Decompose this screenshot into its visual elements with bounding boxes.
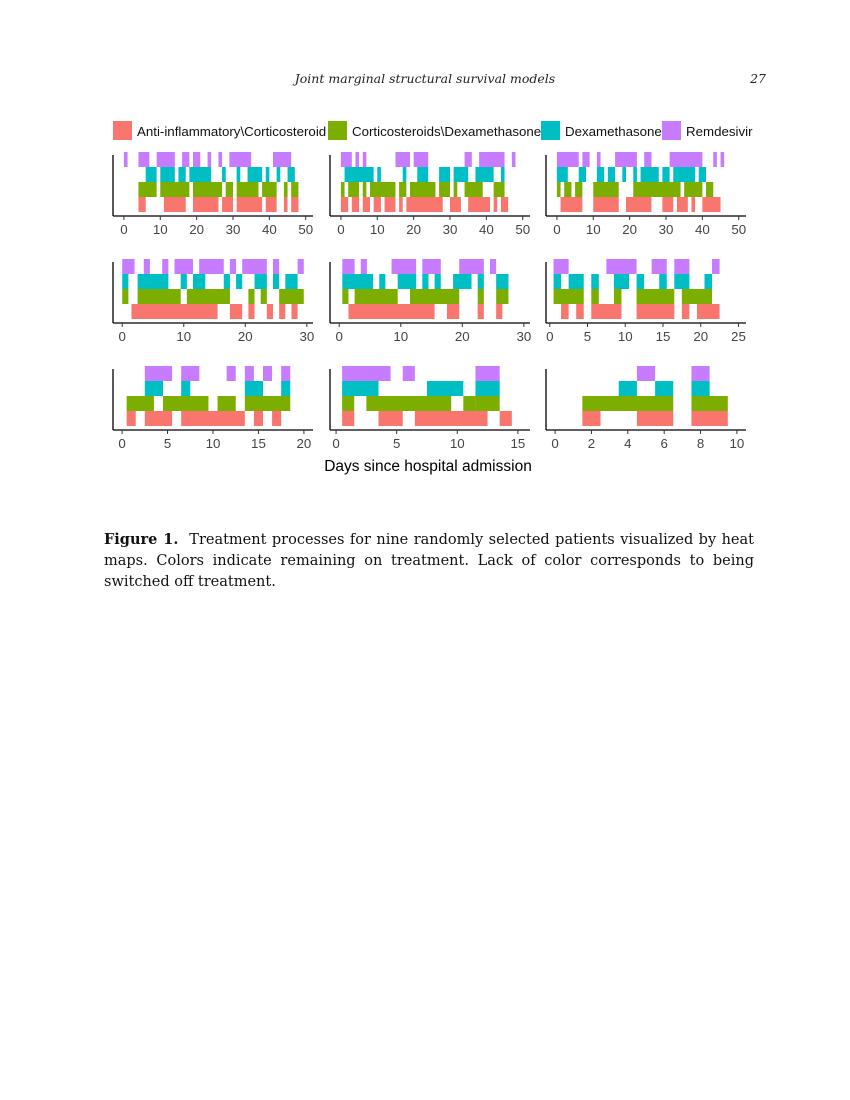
panel-1-bar-corticosteroids-dexamethasone (193, 182, 222, 197)
panel-1-bar-corticosteroids-dexamethasone (237, 182, 259, 197)
panel-1-bar-corticosteroids-dexamethasone (284, 182, 288, 197)
panel-1-bar-remdesivir (208, 152, 212, 167)
panel-2-bar-corticosteroids-dexamethasone (399, 182, 406, 197)
panel-5-bar-corticosteroids-dexamethasone (478, 289, 484, 304)
panel-4-bar-dexamethasone (236, 274, 242, 289)
panel-7-bar-remdesivir (281, 366, 290, 381)
panel-3-bar-corticosteroids-dexamethasone (575, 182, 582, 197)
panel-1-bar-dexamethasone (248, 167, 263, 182)
panel-3-bar-anti-inflammatory-corticosteroid (626, 197, 651, 212)
panel-6-tick-label: 0 (546, 329, 554, 344)
panel-9-tick-label: 2 (587, 436, 596, 451)
panel-1-bar-remdesivir (182, 152, 189, 167)
panel-1-bar-corticosteroids-dexamethasone (262, 182, 277, 197)
panel-4-bar-remdesivir (199, 259, 224, 274)
panel-1-bar-dexamethasone (178, 167, 185, 182)
panel-1-bar-dexamethasone (277, 167, 281, 182)
panel-6-tick-label: 15 (655, 329, 671, 344)
panel-3-tick-label: 30 (658, 222, 674, 237)
panel-1-tick-label: 10 (152, 222, 168, 237)
panel-1-bar-remdesivir (138, 152, 149, 167)
panel-7-bar-dexamethasone (245, 381, 263, 396)
panel-7-bar-anti-inflammatory-corticosteroid (127, 411, 136, 426)
panel-2-bar-dexamethasone (345, 167, 374, 182)
panel-4-bar-dexamethasone (255, 274, 267, 289)
panel-3-bar-dexamethasone (608, 167, 615, 182)
panel-6-bar-dexamethasone (569, 274, 584, 289)
panel-5-bar-dexamethasone (379, 274, 385, 289)
panel-4-bar-dexamethasone (273, 274, 279, 289)
panel-3-bar-corticosteroids-dexamethasone (706, 182, 713, 197)
panel-3-bar-dexamethasone (622, 167, 626, 182)
panel-8-bar-remdesivir (342, 366, 390, 381)
panel-3-bar-remdesivir (713, 152, 717, 167)
panel-8-tick-label: 10 (449, 436, 465, 451)
panel-4-bar-anti-inflammatory-corticosteroid (131, 304, 217, 319)
panel-3-bar-remdesivir (670, 152, 703, 167)
panel-7-bar-remdesivir (227, 366, 236, 381)
panel-1-bar-anti-inflammatory-corticosteroid (291, 197, 298, 212)
panel-2-bar-remdesivir (363, 152, 367, 167)
panel-1-bar-remdesivir (157, 152, 175, 167)
panel-5-bar-remdesivir (392, 259, 417, 274)
panel-3-bar-anti-inflammatory-corticosteroid (677, 197, 688, 212)
panel-5-bar-dexamethasone (478, 274, 484, 289)
panel-5-bar-corticosteroids-dexamethasone (355, 289, 398, 304)
panel-1-bar-anti-inflammatory-corticosteroid (193, 197, 218, 212)
panel-3-bar-anti-inflammatory-corticosteroid (691, 197, 695, 212)
panel-1-bar-dexamethasone (189, 167, 211, 182)
panel-1-bar-remdesivir (193, 152, 200, 167)
panel-1-bar-remdesivir (229, 152, 251, 167)
panel-6-bar-dexamethasone (554, 274, 562, 289)
panel-1-bar-corticosteroids-dexamethasone (160, 182, 189, 197)
panel-6-bar-dexamethasone (591, 274, 599, 289)
panel-6-bar-corticosteroids-dexamethasone (614, 289, 622, 304)
panel-9-tick-label: 0 (551, 436, 559, 451)
panel-7-bar-corticosteroids-dexamethasone (245, 396, 290, 411)
panel-7-bar-anti-inflammatory-corticosteroid (145, 411, 172, 426)
legend-label-anti-inflammatory-corticosteroid: Anti-inflammatory\Corticosteroid (137, 124, 327, 139)
panel-2-bar-remdesivir (479, 152, 504, 167)
panel-1-bar-anti-inflammatory-corticosteroid (222, 197, 233, 212)
panel-2-bar-anti-inflammatory-corticosteroid (363, 197, 370, 212)
panel-6-bar-anti-inflammatory-corticosteroid (591, 304, 621, 319)
panel-3-bar-remdesivir (597, 152, 601, 167)
panel-3-tick-label: 10 (585, 222, 601, 237)
panel-5-bar-dexamethasone (398, 274, 416, 289)
legend-swatch-dexamethasone (541, 121, 560, 140)
panel-7-bar-anti-inflammatory-corticosteroid (254, 411, 263, 426)
panel-6-bar-remdesivir (674, 259, 689, 274)
panel-5-tick-label: 20 (454, 329, 470, 344)
panel-4-bar-corticosteroids-dexamethasone (279, 289, 304, 304)
panel-2-bar-anti-inflammatory-corticosteroid (374, 197, 381, 212)
panel-1-bar-corticosteroids-dexamethasone (291, 182, 298, 197)
panel-1-bar-dexamethasone (160, 167, 175, 182)
panel-4-bar-corticosteroids-dexamethasone (122, 289, 128, 304)
panel-9-bar-corticosteroids-dexamethasone (691, 396, 727, 411)
panel-2-bar-remdesivir (395, 152, 410, 167)
panel-8-bar-remdesivir (403, 366, 415, 381)
panel-4-bar-remdesivir (175, 259, 193, 274)
running-title: Joint marginal structural survival models (294, 71, 556, 86)
panel-7-bar-remdesivir (263, 366, 272, 381)
panel-9-bar-dexamethasone (655, 381, 673, 396)
panel-4-tick-label: 10 (176, 329, 192, 344)
panel-2-bar-anti-inflammatory-corticosteroid (406, 197, 442, 212)
panel-9-bar-corticosteroids-dexamethasone (582, 396, 673, 411)
panel-4-bar-remdesivir (242, 259, 267, 274)
panel-8-tick-label: 15 (510, 436, 526, 451)
figure-label: Figure 1. (104, 531, 179, 548)
panel-2-bar-dexamethasone (454, 167, 469, 182)
panel-7-bar-remdesivir (181, 366, 199, 381)
panel-2-bar-dexamethasone (501, 167, 505, 182)
panel-2-bar-anti-inflammatory-corticosteroid (341, 197, 348, 212)
panel-4-bar-corticosteroids-dexamethasone (187, 289, 230, 304)
panel-4-bar-corticosteroids-dexamethasone (138, 289, 181, 304)
panel-1-bar-dexamethasone (288, 167, 295, 182)
panel-8-tick-label: 5 (392, 436, 401, 451)
panel-2-bar-remdesivir (355, 152, 359, 167)
panel-1-tick-label: 30 (225, 222, 241, 237)
panel-8-bar-corticosteroids-dexamethasone (463, 396, 475, 411)
panel-5-bar-dexamethasone (496, 274, 508, 289)
panel-7-tick-label: 0 (118, 436, 126, 451)
panel-6-bar-anti-inflammatory-corticosteroid (576, 304, 584, 319)
panel-7-tick-label: 15 (251, 436, 266, 451)
panel-3-bar-corticosteroids-dexamethasone (633, 182, 680, 197)
panel-5-bar-remdesivir (342, 259, 354, 274)
panel-4-bar-dexamethasone (193, 274, 205, 289)
panel-1-tick-label: 40 (261, 222, 277, 237)
panel-2-tick-label: 50 (515, 222, 531, 237)
panel-6-bar-anti-inflammatory-corticosteroid (637, 304, 675, 319)
panel-1-tick-label: 50 (298, 222, 314, 237)
panel-8-bar-corticosteroids-dexamethasone (342, 396, 354, 411)
panel-2-bar-dexamethasone (377, 167, 381, 182)
panel-5-bar-anti-inflammatory-corticosteroid (447, 304, 459, 319)
panel-3-bar-dexamethasone (662, 167, 669, 182)
panel-3-bar-dexamethasone (579, 167, 586, 182)
panel-6-tick-label: 10 (617, 329, 633, 344)
panel-1-bar-dexamethasone (237, 167, 241, 182)
panel-1-bar-anti-inflammatory-corticosteroid (164, 197, 186, 212)
panel-8-bar-dexamethasone (427, 381, 463, 396)
panel-5-bar-remdesivir (361, 259, 367, 274)
panel-2-bar-anti-inflammatory-corticosteroid (501, 197, 508, 212)
panel-2-bar-corticosteroids-dexamethasone (454, 182, 458, 197)
panel-3-bar-anti-inflammatory-corticosteroid (702, 197, 720, 212)
panel-3-bar-remdesivir (557, 152, 579, 167)
panel-4-bar-remdesivir (298, 259, 304, 274)
panel-3-bar-corticosteroids-dexamethasone (557, 182, 561, 197)
panel-2-bar-anti-inflammatory-corticosteroid (494, 197, 498, 212)
panel-2-bar-corticosteroids-dexamethasone (363, 182, 367, 197)
panel-4-bar-anti-inflammatory-corticosteroid (291, 304, 297, 319)
panel-2-bar-corticosteroids-dexamethasone (341, 182, 345, 197)
panel-1-tick-label: 20 (189, 222, 205, 237)
panel-7-bar-anti-inflammatory-corticosteroid (272, 411, 281, 426)
panel-9-bar-anti-inflammatory-corticosteroid (691, 411, 727, 426)
panel-9-bar-anti-inflammatory-corticosteroid (637, 411, 673, 426)
panel-3-bar-dexamethasone (699, 167, 706, 182)
panel-2-bar-dexamethasone (439, 167, 450, 182)
panel-3-tick-label: 50 (731, 222, 747, 237)
panel-1-bar-remdesivir (124, 152, 128, 167)
panel-7-bar-remdesivir (245, 366, 254, 381)
panel-4-bar-anti-inflammatory-corticosteroid (267, 304, 273, 319)
panel-6-bar-remdesivir (652, 259, 667, 274)
panel-6-bar-corticosteroids-dexamethasone (682, 289, 712, 304)
panel-3-tick-label: 40 (694, 222, 710, 237)
panel-6-bar-remdesivir (712, 259, 720, 274)
panel-6-bar-remdesivir (606, 259, 636, 274)
panel-4-bar-corticosteroids-dexamethasone (261, 289, 267, 304)
panel-7-bar-remdesivir (145, 366, 172, 381)
panel-5-bar-corticosteroids-dexamethasone (496, 289, 508, 304)
panel-5-bar-remdesivir (422, 259, 440, 274)
panel-1-bar-dexamethasone (266, 167, 270, 182)
panel-3-tick-label: 0 (553, 222, 561, 237)
panel-1-bar-remdesivir (273, 152, 291, 167)
panel-7-bar-dexamethasone (145, 381, 163, 396)
panel-2-bar-anti-inflammatory-corticosteroid (385, 197, 396, 212)
panel-5-bar-anti-inflammatory-corticosteroid (348, 304, 434, 319)
panel-4-bar-remdesivir (122, 259, 134, 274)
panel-3-bar-dexamethasone (673, 167, 695, 182)
panel-2-bar-dexamethasone (403, 167, 407, 182)
panel-7-bar-dexamethasone (281, 381, 290, 396)
panel-9-tick-label: 4 (624, 436, 632, 451)
panel-4-bar-corticosteroids-dexamethasone (248, 289, 254, 304)
panel-4-tick-label: 20 (237, 329, 253, 344)
panel-4-bar-remdesivir (230, 259, 236, 274)
panel-5-bar-dexamethasone (342, 274, 373, 289)
panel-6-bar-dexamethasone (659, 274, 667, 289)
panel-4-bar-dexamethasone (224, 274, 230, 289)
panel-3-bar-dexamethasone (557, 167, 568, 182)
panel-9-tick-label: 10 (729, 436, 745, 451)
panel-3-bar-dexamethasone (633, 167, 637, 182)
legend-swatch-corticosteroids-dexamethasone (328, 121, 347, 140)
panel-4-bar-anti-inflammatory-corticosteroid (248, 304, 254, 319)
panel-2-bar-anti-inflammatory-corticosteroid (450, 197, 461, 212)
panel-7-tick-label: 5 (163, 436, 172, 451)
panel-2-bar-corticosteroids-dexamethasone (410, 182, 435, 197)
panel-6-bar-dexamethasone (614, 274, 629, 289)
panel-4-bar-remdesivir (144, 259, 150, 274)
legend-swatch-anti-inflammatory-corticosteroid (113, 121, 132, 140)
panel-3-bar-remdesivir (582, 152, 589, 167)
panel-3-bar-dexamethasone (641, 167, 659, 182)
panel-5-bar-dexamethasone (422, 274, 428, 289)
panel-2-bar-anti-inflammatory-corticosteroid (468, 197, 490, 212)
panel-8-tick-label: 0 (332, 436, 340, 451)
panel-6-bar-corticosteroids-dexamethasone (554, 289, 584, 304)
legend-label-corticosteroids-dexamethasone: Corticosteroids\Dexamethasone (352, 124, 542, 139)
panel-2-tick-label: 20 (406, 222, 422, 237)
panel-5-bar-remdesivir (459, 259, 484, 274)
panel-8-bar-corticosteroids-dexamethasone (475, 396, 499, 411)
panel-7-bar-corticosteroids-dexamethasone (218, 396, 236, 411)
panel-5-bar-corticosteroids-dexamethasone (410, 289, 459, 304)
panel-3-bar-anti-inflammatory-corticosteroid (593, 197, 618, 212)
panel-4-bar-dexamethasone (181, 274, 187, 289)
panel-9-bar-dexamethasone (619, 381, 637, 396)
panel-1-bar-dexamethasone (222, 167, 226, 182)
panel-4-bar-dexamethasone (138, 274, 169, 289)
panel-7-bar-anti-inflammatory-corticosteroid (181, 411, 245, 426)
panel-4-bar-remdesivir (162, 259, 168, 274)
panel-4-bar-dexamethasone (285, 274, 297, 289)
panel-8-bar-dexamethasone (342, 381, 378, 396)
panel-2-bar-anti-inflammatory-corticosteroid (399, 197, 403, 212)
panel-2-bar-anti-inflammatory-corticosteroid (352, 197, 359, 212)
panel-5-bar-anti-inflammatory-corticosteroid (496, 304, 502, 319)
panel-5-bar-dexamethasone (435, 274, 441, 289)
treatment-heatmap-figure (0, 110, 850, 480)
panel-8-bar-anti-inflammatory-corticosteroid (500, 411, 512, 426)
panel-8-bar-anti-inflammatory-corticosteroid (415, 411, 488, 426)
panel-3-bar-anti-inflammatory-corticosteroid (561, 197, 583, 212)
panel-3-bar-dexamethasone (597, 167, 604, 182)
panel-9-bar-remdesivir (637, 366, 655, 381)
panel-8-bar-anti-inflammatory-corticosteroid (378, 411, 402, 426)
x-axis-title: Days since hospital admission (324, 458, 532, 475)
panel-1-bar-anti-inflammatory-corticosteroid (266, 197, 277, 212)
panel-3-tick-label: 20 (622, 222, 638, 237)
panel-3-bar-remdesivir (615, 152, 637, 167)
legend-label-remdesivir: Remdesivir (686, 124, 753, 139)
panel-2-bar-remdesivir (512, 152, 516, 167)
panel-8-bar-corticosteroids-dexamethasone (366, 396, 451, 411)
panel-4-tick-label: 0 (118, 329, 126, 344)
panel-7-tick-label: 20 (296, 436, 312, 451)
panel-9-bar-anti-inflammatory-corticosteroid (582, 411, 600, 426)
panel-5-tick-label: 10 (393, 329, 409, 344)
legend-swatch-remdesivir (662, 121, 681, 140)
panel-6-bar-dexamethasone (674, 274, 689, 289)
panel-3-bar-remdesivir (721, 152, 725, 167)
panel-6-bar-anti-inflammatory-corticosteroid (697, 304, 720, 319)
panel-1-bar-corticosteroids-dexamethasone (226, 182, 233, 197)
page-number: 27 (750, 71, 766, 86)
panel-5-tick-label: 30 (516, 329, 532, 344)
panel-7-bar-dexamethasone (181, 381, 190, 396)
panel-1-bar-remdesivir (218, 152, 222, 167)
panel-6-bar-corticosteroids-dexamethasone (637, 289, 675, 304)
panel-5-bar-anti-inflammatory-corticosteroid (478, 304, 484, 319)
panel-2-tick-label: 30 (442, 222, 458, 237)
panel-5-bar-dexamethasone (453, 274, 471, 289)
panel-1-bar-anti-inflammatory-corticosteroid (284, 197, 288, 212)
panel-6-tick-label: 25 (731, 329, 746, 344)
panel-3-bar-anti-inflammatory-corticosteroid (662, 197, 673, 212)
figure-caption-text: Treatment processes for nine randomly selected patients visualized by heat maps. Colors indicate remaining on treatment. Lack of color corresponds to being switched off treatment. (104, 532, 754, 590)
panel-4-bar-anti-inflammatory-corticosteroid (279, 304, 285, 319)
panel-1-bar-anti-inflammatory-corticosteroid (138, 197, 145, 212)
panel-6-bar-dexamethasone (704, 274, 712, 289)
panel-8-bar-remdesivir (475, 366, 499, 381)
panel-9-tick-label: 8 (696, 436, 705, 451)
panel-5-tick-label: 0 (335, 329, 343, 344)
panel-2-bar-corticosteroids-dexamethasone (465, 182, 483, 197)
panel-3-bar-corticosteroids-dexamethasone (593, 182, 618, 197)
panel-6-bar-remdesivir (554, 259, 569, 274)
panel-2-bar-remdesivir (465, 152, 472, 167)
panel-2-tick-label: 40 (478, 222, 494, 237)
panel-2-tick-label: 0 (337, 222, 345, 237)
panel-7-tick-label: 10 (205, 436, 221, 451)
panel-1-bar-anti-inflammatory-corticosteroid (237, 197, 262, 212)
panel-4-bar-anti-inflammatory-corticosteroid (230, 304, 242, 319)
panel-4-bar-dexamethasone (122, 274, 128, 289)
figure-caption (104, 529, 754, 593)
panel-6-bar-dexamethasone (637, 274, 645, 289)
panel-9-tick-label: 6 (660, 436, 668, 451)
panel-1-tick-label: 0 (120, 222, 128, 237)
panel-2-bar-corticosteroids-dexamethasone (494, 182, 505, 197)
panel-1-bar-dexamethasone (146, 167, 157, 182)
panel-3-bar-remdesivir (644, 152, 651, 167)
panel-7-bar-corticosteroids-dexamethasone (163, 396, 208, 411)
panel-2-tick-label: 10 (369, 222, 385, 237)
panel-6-tick-label: 5 (583, 329, 592, 344)
panel-6-bar-anti-inflammatory-corticosteroid (682, 304, 690, 319)
panel-5-bar-remdesivir (490, 259, 496, 274)
panel-3-bar-corticosteroids-dexamethasone (564, 182, 571, 197)
panel-2-bar-remdesivir (414, 152, 429, 167)
panel-2-bar-remdesivir (341, 152, 352, 167)
panel-1-bar-corticosteroids-dexamethasone (138, 182, 156, 197)
panel-2-bar-dexamethasone (475, 167, 493, 182)
panel-3-bar-corticosteroids-dexamethasone (684, 182, 702, 197)
panel-4-tick-label: 30 (299, 329, 315, 344)
panel-2-bar-corticosteroids-dexamethasone (348, 182, 359, 197)
panel-8-bar-anti-inflammatory-corticosteroid (342, 411, 354, 426)
panel-4-bar-remdesivir (273, 259, 279, 274)
panel-2-bar-corticosteroids-dexamethasone (439, 182, 450, 197)
panel-6-bar-corticosteroids-dexamethasone (591, 289, 599, 304)
panel-6-bar-anti-inflammatory-corticosteroid (561, 304, 569, 319)
panel-6-tick-label: 20 (693, 329, 709, 344)
panel-7-bar-corticosteroids-dexamethasone (127, 396, 154, 411)
panel-9-bar-remdesivir (691, 366, 709, 381)
panel-2-bar-dexamethasone (417, 167, 428, 182)
panel-8-bar-dexamethasone (475, 381, 499, 396)
panel-9-bar-dexamethasone (691, 381, 709, 396)
panel-2-bar-corticosteroids-dexamethasone (370, 182, 395, 197)
legend-label-dexamethasone: Dexamethasone (565, 124, 662, 139)
panel-5-bar-corticosteroids-dexamethasone (342, 289, 348, 304)
